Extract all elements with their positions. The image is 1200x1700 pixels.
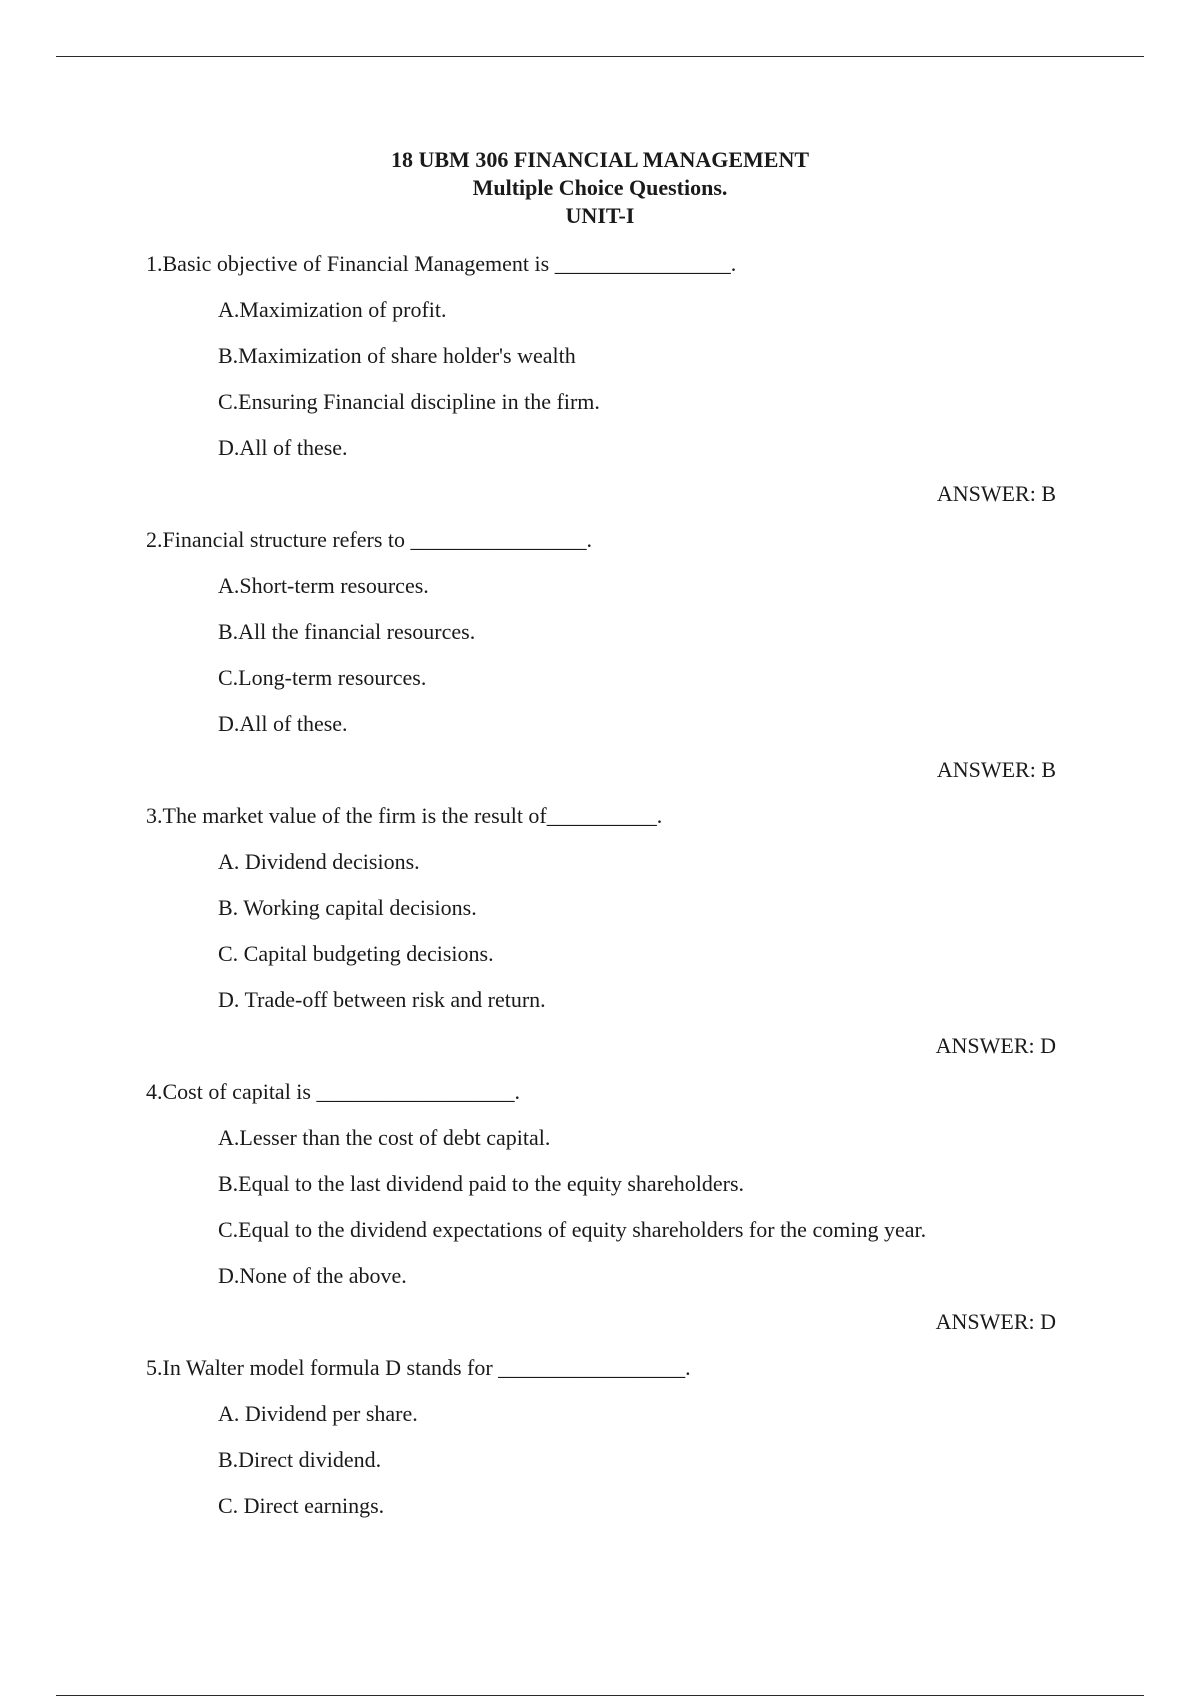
question-1-option-a: A.Maximization of profit. <box>218 297 447 322</box>
document-subtitle: Multiple Choice Questions. <box>472 175 728 200</box>
question-4-option-c: C.Equal to the dividend expectations of equity shareholders for the coming year. <box>218 1217 927 1242</box>
unit-heading: UNIT-I <box>565 203 635 228</box>
question-3-option-c: C. Capital budgeting decisions. <box>218 941 494 966</box>
question-4-option-d: D.None of the above. <box>218 1263 407 1288</box>
question-4-option-a: A.Lesser than the cost of debt capital. <box>218 1125 551 1150</box>
question-3-option-b: B. Working capital decisions. <box>218 895 477 920</box>
question-3: 3.The market value of the firm is the result of__________. <box>146 803 663 828</box>
question-2-option-a: A.Short-term resources. <box>218 573 429 598</box>
question-4-option-b: B.Equal to the last dividend paid to the equity shareholders. <box>218 1171 745 1196</box>
question-3-option-d: D. Trade-off between risk and return. <box>218 987 546 1012</box>
question-1-option-d: D.All of these. <box>218 435 348 460</box>
question-4-answer: ANSWER: D <box>935 1309 1056 1334</box>
question-4: 4.Cost of capital is __________________. <box>146 1079 520 1104</box>
question-2: 2.Financial structure refers to ________________. <box>146 527 593 552</box>
question-2-option-b: B.All the financial resources. <box>218 619 476 644</box>
question-2-option-c: C.Long-term resources. <box>218 665 427 690</box>
question-2-answer: ANSWER: B <box>936 757 1056 782</box>
question-5-option-a: A. Dividend per share. <box>218 1401 418 1426</box>
question-1-answer: ANSWER: B <box>936 481 1056 506</box>
bottom-rule <box>56 1695 1144 1696</box>
question-list <box>146 250 1056 1538</box>
question-2-option-d: D.All of these. <box>218 711 348 736</box>
question-3-answer: ANSWER: D <box>935 1033 1056 1058</box>
question-3-option-a: A. Dividend decisions. <box>218 849 420 874</box>
question-5: 5.In Walter model formula D stands for _________________. <box>146 1355 691 1380</box>
question-1-option-c: C.Ensuring Financial discipline in the firm. <box>218 389 600 414</box>
course-title: 18 UBM 306 FINANCIAL MANAGEMENT <box>391 147 809 172</box>
question-1-option-b: B.Maximization of share holder's wealth <box>218 343 576 368</box>
top-rule <box>56 56 1144 57</box>
question-5-option-c: C. Direct earnings. <box>218 1493 385 1518</box>
question-5-option-b: B.Direct dividend. <box>218 1447 382 1472</box>
document-header <box>0 146 1200 230</box>
question-1: 1.Basic objective of Financial Management is ________________. <box>146 251 737 276</box>
